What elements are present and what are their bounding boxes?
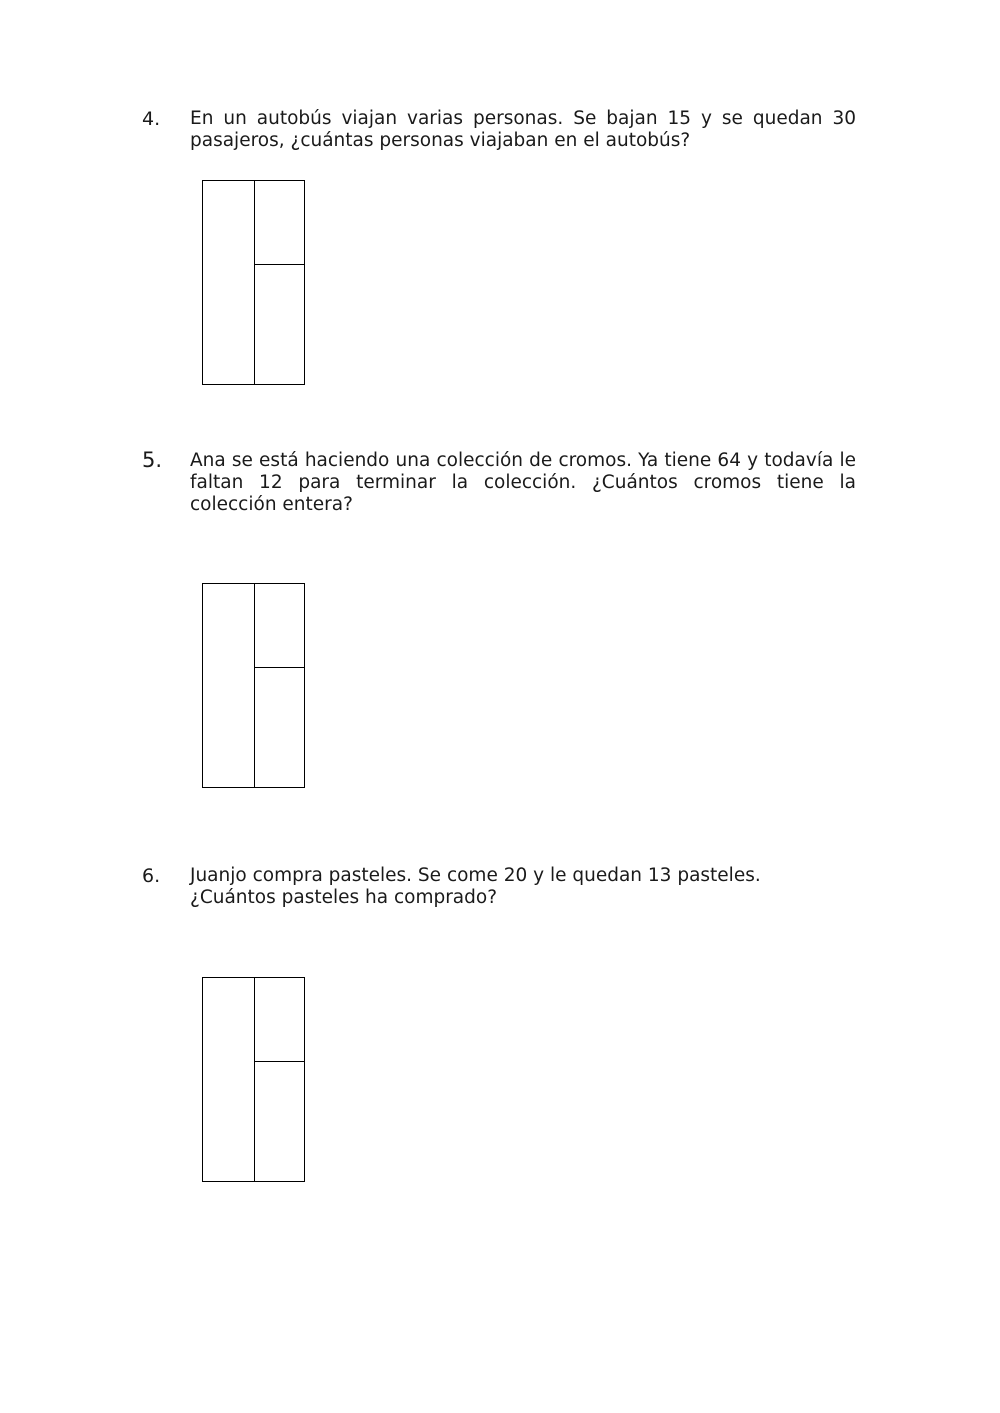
- diagram-divider-vertical: [254, 584, 255, 787]
- part-whole-diagram: [202, 583, 305, 788]
- problem-statement: En un autobús viajan varias personas. Se bajan 15 y se quedan 30 pasajeros, ¿cuántas personas viajaban en el autobús?: [190, 108, 856, 151]
- diagram-divider-vertical: [254, 978, 255, 1181]
- problem-statement: Ana se está haciendo una colección de cromos. Ya tiene 64 y todavía le faltan 12 para terminar la colección. ¿Cuántos cromos tiene la colección entera?: [190, 450, 856, 515]
- problem-statement-line-2: ¿Cuántos pasteles ha comprado?: [190, 887, 498, 908]
- problem-statement: [190, 865, 856, 909]
- part-whole-diagram: [202, 977, 305, 1182]
- diagram-divider-horizontal: [254, 264, 305, 265]
- problem-number: 6.: [142, 865, 161, 887]
- part-whole-diagram: [202, 180, 305, 385]
- diagram-divider-vertical: [254, 181, 255, 384]
- problem-number: 4.: [142, 108, 161, 130]
- diagram-divider-horizontal: [254, 667, 305, 668]
- problem-number: 5.: [142, 448, 163, 472]
- diagram-divider-horizontal: [254, 1061, 305, 1062]
- problem-statement-line-1: Juanjo compra pasteles. Se come 20 y le quedan 13 pasteles.: [190, 865, 761, 886]
